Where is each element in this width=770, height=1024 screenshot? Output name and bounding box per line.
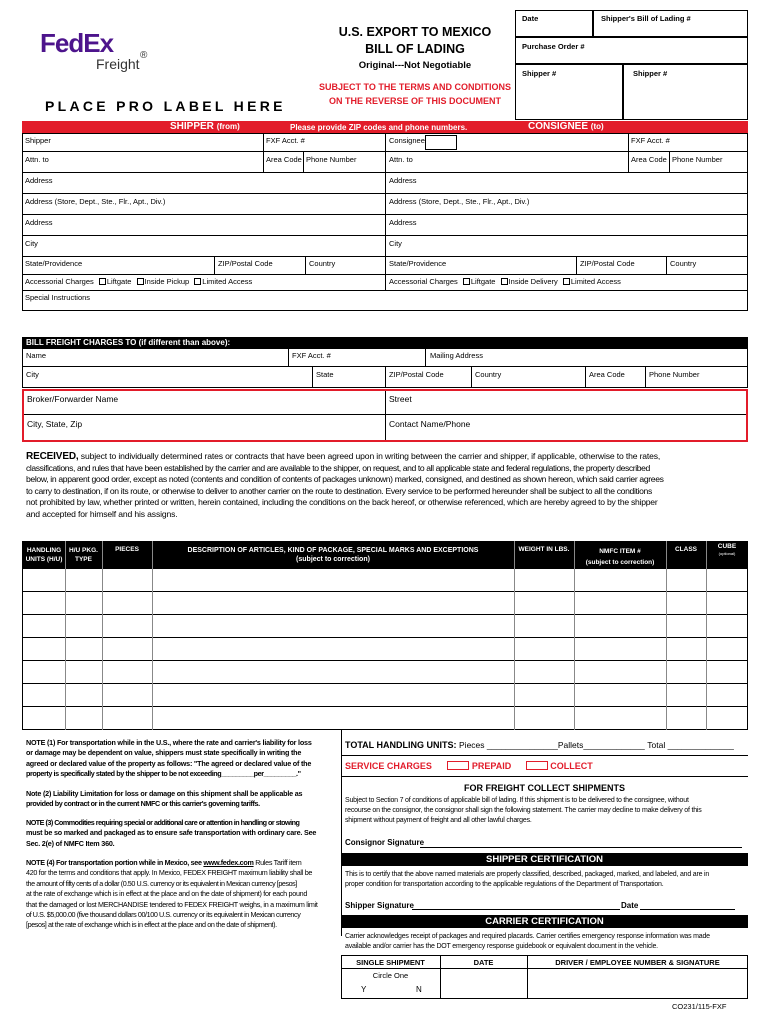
bill-freight-header: BILL FREIGHT CHARGES TO (if different than above): — [22, 337, 748, 348]
row-line-8 — [22, 290, 748, 291]
consignor-signature-label: Consignor Signature — [345, 838, 425, 847]
note-4-line-5: that the damaged or lost MERCHANDISE tendered to FEDEX FREIGHT weighs, in a maximum limit — [26, 899, 318, 909]
articles-row-line-4 — [22, 660, 748, 661]
total-handling-row — [345, 740, 734, 750]
articles-row-line-2 — [22, 614, 748, 615]
shipper-liftgate-label: Liftgate — [106, 277, 132, 286]
bill-state-divider — [312, 366, 313, 388]
received-line-6: and accepted for himself and his assigns. — [26, 508, 178, 519]
consignee-label: Consignee — [389, 136, 425, 145]
bill-name-label: Name — [26, 351, 47, 360]
consignee-country-label: Country — [670, 259, 697, 268]
col-handling-line-1: HANDLING — [26, 547, 62, 554]
received-text-1: subject to individually determined rates or contracts that have been agreed upon in writing between the carrier and shipper, if applicable, otherwise to the rates, — [78, 451, 661, 461]
purchase-order-label: Purchase Order # — [522, 42, 585, 51]
right-column-divider — [341, 730, 342, 936]
bill-fxf-divider — [288, 348, 289, 366]
broker-contact-label: Contact Name/Phone — [389, 419, 471, 429]
articles-row-line-3 — [22, 637, 748, 638]
shipper-zip-divider — [214, 256, 215, 274]
received-lead: RECEIVED, — [26, 451, 79, 462]
collect-label: COLLECT — [550, 761, 593, 771]
shipper-accessorial-label: Accessorial Charges — [25, 277, 94, 286]
articles-col-line-2 — [102, 541, 103, 730]
articles-row-line-1 — [22, 591, 748, 592]
articles-col-line-6 — [666, 541, 667, 730]
shipper-date-label: Date — [621, 901, 639, 910]
carrier-certification-header: CARRIER CERTIFICATION — [341, 915, 748, 928]
single-shipment-yes[interactable]: Y — [361, 985, 367, 994]
shipper-area-label: Area Code — [266, 155, 302, 164]
shipper-number-label-1: Shipper # — [522, 69, 557, 78]
consignee-state-label: State/Providence — [389, 259, 447, 268]
shipper-bol-label: Shipper's Bill of Lading # — [601, 14, 691, 23]
articles-row-line-5 — [22, 683, 748, 684]
shipper-address-label: Address — [25, 176, 53, 185]
shipper-address2-label: Address (Store, Dept., Ste., Flr., Apt., Div.) — [25, 197, 166, 206]
broker-street-label: Street — [389, 394, 412, 404]
note-4-line-6: of U.S. $5,000.00 (five thousand dollars 00/100 U.S. currency or its equivalent in Mexican currency — [26, 910, 301, 920]
title-line-2: BILL OF LADING — [365, 42, 465, 56]
col-description-line-2: (subject to correction) — [296, 556, 370, 563]
bill-state-label: State — [316, 370, 334, 379]
col-hu-line-2: TYPE — [75, 556, 92, 563]
carrier-cert-line-2: available and/or carrier has the DOT emergency response guidebook or equivalent document in the vehicle. — [345, 943, 658, 950]
bill-fxf-label: FXF Acct. # — [292, 351, 331, 360]
consignee-zip-divider — [576, 256, 577, 274]
note-1-line-1: NOTE (1) For transportation while in the U.S., where the rate and carrier's liability for loss — [26, 738, 312, 747]
consignee-inside-delivery-checkbox[interactable] — [501, 278, 508, 285]
shipper-accessorial-row — [25, 277, 252, 286]
total-handling-line — [341, 755, 748, 756]
col-cube-header — [706, 543, 748, 557]
consignee-small-box[interactable] — [425, 135, 457, 150]
consignee-area-label: Area Code — [631, 155, 667, 164]
zip-note: Please provide ZIP codes and phone numbers. — [290, 123, 468, 132]
shipper-certification-text — [345, 870, 749, 890]
date-label: Date — [522, 14, 539, 23]
note-2 — [26, 789, 338, 810]
received-line-3: below, in apparent good order, except as noted (contents and condition of contents of packages unknown) marked, consigned, and destined as shown hereon, which said carrier agrees — [26, 474, 664, 485]
consignee-country-divider — [666, 256, 667, 274]
center-divider — [385, 133, 386, 290]
bill-area-divider — [585, 366, 586, 388]
note-1-line-4: property is specifically stated by the shipper to be not exceeding_________per_________." — [26, 769, 301, 779]
fedex-logo-text: FedEx — [40, 28, 114, 58]
shipper-limited-access-checkbox[interactable] — [194, 278, 201, 285]
pro-label-placeholder: PLACE PRO LABEL HERE — [45, 98, 286, 114]
shipper-city-label: City — [25, 239, 38, 248]
shipper-address3-label: Address — [25, 218, 53, 227]
driver-signature-header: DRIVER / EMPLOYEE NUMBER & SIGNATURE — [555, 958, 720, 967]
freight-collect-line-3: shipment without payment of freight and all other lawful charges. — [345, 817, 532, 824]
row-line-2 — [22, 172, 748, 173]
col-nmfc-line-1: NMFC ITEM # — [599, 548, 641, 555]
total-pallets[interactable]: Pallets_____________ — [557, 740, 645, 750]
row-line-4 — [22, 214, 748, 215]
col-cube-line-1: CUBE — [717, 543, 737, 550]
consignee-zip-label: ZIP/Postal Code — [580, 259, 635, 268]
consignee-liftgate-checkbox[interactable] — [463, 278, 470, 285]
bill-area-label: Area Code — [589, 370, 625, 379]
note-3-line-3: Sec. 2(e) of NMFC Item 360. — [26, 838, 115, 848]
carrier-date-header: DATE — [473, 958, 494, 967]
broker-center-divider — [385, 391, 386, 440]
bill-country-label: Country — [475, 370, 502, 379]
subject-line-2: ON THE REVERSE OF THIS DOCUMENT — [328, 96, 501, 106]
consignee-bar-label — [528, 121, 604, 133]
bill-city-label: City — [26, 370, 39, 379]
shipper-liftgate-checkbox[interactable] — [99, 278, 106, 285]
note-4-line-1 — [26, 858, 340, 868]
bill-phone-label: Phone Number — [649, 370, 700, 379]
registered-mark: ® — [140, 50, 148, 61]
consignee-limited-access-checkbox[interactable] — [563, 278, 570, 285]
shipper-fxf-label: FXF Acct. # — [266, 136, 305, 145]
shipper-attn-label: Attn. to — [25, 155, 49, 164]
note-2-line-2: provided by contract or in the current NMFC or this carrier's governing tariffs. — [26, 799, 260, 809]
fedex-freight-logo — [40, 28, 155, 78]
consignee-address2-label: Address (Store, Dept., Ste., Flr., Apt., Div.) — [389, 197, 530, 206]
note-3-line-2: must be so marked and packaged as to ensure safe transportation with ordinary care. See — [26, 828, 317, 838]
single-shipment-no[interactable]: N — [416, 985, 422, 994]
collect-checkbox[interactable] — [526, 761, 548, 770]
note-4-lead: NOTE (4) For transportation portion while in Mexico, see — [26, 858, 202, 867]
freight-logo-text: Freight — [96, 56, 140, 72]
received-line-1 — [26, 451, 750, 463]
col-handling-header — [23, 546, 65, 564]
title-line-1: U.S. EXPORT TO MEXICO — [338, 25, 492, 39]
title-line-3: Original---Not Negotiable — [358, 60, 472, 71]
consignor-signature-line[interactable] — [420, 847, 742, 848]
fedex-link[interactable]: www.fedex.com — [203, 858, 254, 867]
bill-country-divider — [471, 366, 472, 388]
shipper-bar-label — [170, 121, 240, 133]
total-handling-label: TOTAL HANDLING UNITS: — [345, 740, 457, 750]
service-charges-label: SERVICE CHARGES — [345, 761, 432, 771]
shipper-country-divider — [305, 256, 306, 274]
consignee-phone-label: Phone Number — [672, 155, 723, 164]
col-description-header — [152, 546, 514, 564]
service-charges-line — [341, 776, 748, 777]
col-weight-header: WEIGHT IN LBS. — [518, 546, 570, 553]
shipper-fxf-divider — [263, 133, 264, 172]
col-cube-line-2: (optional) — [718, 551, 736, 556]
consignee-fxf-divider — [628, 133, 629, 172]
note-4-line-4: at the rate of exchange which is in effect at the place and on the date of shipment) for each pound — [26, 889, 308, 899]
carrier-cert-line-1: Carrier acknowledges receipt of packages and required placards. Carrier certifies emergency response information was made — [345, 933, 710, 940]
consignee-bar-to: (to) — [590, 122, 604, 131]
consignee-address-label: Address — [389, 176, 417, 185]
broker-name-label: Broker/Forwarder Name — [27, 394, 119, 404]
shipper-country-label: Country — [309, 259, 336, 268]
special-instructions-label: Special Instructions — [25, 293, 91, 302]
consignee-bar-title: CONSIGNEE — [528, 121, 589, 132]
articles-col-line-1 — [65, 541, 66, 730]
row-line-1 — [22, 151, 748, 152]
shipper-limited-access-label: Limited Access — [202, 277, 253, 286]
row-line-7 — [22, 274, 748, 275]
note-1-line-3: agreed or declared value of the property as follows: "The agreed or declared value of the — [26, 758, 312, 768]
received-paragraph — [26, 451, 750, 521]
col-nmfc-header — [574, 546, 666, 567]
articles-row-line-6 — [22, 706, 748, 707]
prepaid-label: PREPAID — [471, 761, 512, 771]
shipper-inside-pickup-label: Inside Pickup — [144, 277, 190, 286]
consignee-address3-label: Address — [389, 218, 417, 227]
shipper-inside-pickup-checkbox[interactable] — [137, 278, 144, 285]
col-handling-line-2: UNITS (H/U) — [25, 556, 63, 563]
note-4-line-3: the amount of fifty cents of a dollar (0.50 U.S. currency or its equivalent in Mexican currency [pesos] — [26, 878, 297, 888]
carrier-table-header-line — [341, 968, 748, 969]
shipper-phone-label: Phone Number — [306, 155, 357, 164]
articles-col-line-3 — [152, 541, 153, 730]
consignee-inside-delivery-label: Inside Delivery — [508, 277, 558, 286]
shipper-signature-label: Shipper Signature — [345, 901, 414, 910]
bill-zip-label: ZIP/Postal Code — [389, 370, 444, 379]
carrier-certification-text — [345, 932, 749, 952]
note-2-line-1: Note (2) Liability Limitation for loss or damage on this shipment shall be applicable as — [26, 789, 303, 798]
row-line-3 — [22, 193, 748, 194]
single-shipment-header: SINGLE SHIPMENT — [356, 958, 425, 967]
shipper-number-label-2: Shipper # — [633, 69, 668, 78]
shipper-signature-line[interactable] — [412, 909, 620, 910]
consignee-fxf-label: FXF Acct. # — [631, 136, 670, 145]
shipper-bar-from: (from) — [216, 122, 240, 131]
service-charges-row — [345, 761, 593, 771]
bill-zip-divider — [385, 366, 386, 388]
received-line-2: classifications, and rules that have been established by the carrier and are available to the shipper, on request, and to all applicable state and federal regulations, the property described — [26, 462, 650, 473]
note-1 — [26, 738, 338, 780]
form-number: CO231/115-FXF — [672, 1002, 727, 1011]
shipper-certification-header: SHIPPER CERTIFICATION — [341, 853, 748, 866]
shipper-label: Shipper — [25, 136, 51, 145]
col-hu-header — [65, 546, 102, 564]
col-description-line-1: DESCRIPTION OF ARTICLES, KIND OF PACKAGE, SPECIAL MARKS AND EXCEPTIONS — [187, 547, 479, 554]
note-4-lead-tail: Rules Tariff item — [253, 858, 302, 867]
col-class-header: CLASS — [674, 546, 698, 553]
freight-collect-line-1: Subject to Section 7 of conditions of applicable bill of lading. If this shipment is to be delivered to the consignee, without — [345, 797, 689, 804]
total-pieces[interactable]: Pieces _______________ — [459, 740, 558, 750]
shipper-bar-title: SHIPPER — [170, 121, 214, 132]
bill-mailing-label: Mailing Address — [430, 351, 483, 360]
articles-col-line-5 — [574, 541, 575, 730]
prepaid-checkbox[interactable] — [447, 761, 469, 770]
shipper-cert-line-1: This is to certify that the above named materials are properly classified, described, packaged, marked, and labeled, and are in — [345, 871, 710, 878]
row-line-5 — [22, 235, 748, 236]
total-total[interactable]: Total ______________ — [647, 740, 734, 750]
received-line-4: to carry to destination, if on its route, or otherwise to deliver to another carrier on the route to destination. Every service to be performed hereunder shall be subject to all the conditions — [26, 485, 652, 496]
subject-line-1: SUBJECT TO THE TERMS AND CONDITIONS — [318, 82, 511, 92]
shipper-area-divider — [303, 151, 304, 172]
articles-col-line-4 — [514, 541, 515, 730]
freight-collect-title: FOR FREIGHT COLLECT SHIPMENTS — [464, 783, 625, 793]
received-line-5: not prohibited by law, whether printed or written, herein contained, including the conditions on the back hereof, or otherwise referenced, which are hereby agreed to by the shipper — [26, 497, 658, 508]
consignee-attn-label: Attn. to — [389, 155, 413, 164]
consignee-liftgate-label: Liftgate — [470, 277, 496, 286]
shipper-zip-label: ZIP/Postal Code — [218, 259, 273, 268]
shipper-state-label: State/Providence — [25, 259, 83, 268]
consignee-limited-access-label: Limited Access — [570, 277, 621, 286]
freight-collect-line-2: recourse on the consignor, the consignor shall sign the following statement. The carrier may decline to make delivery of this — [345, 807, 702, 814]
note-4 — [26, 858, 340, 931]
col-hu-line-1: H/U PKG. — [69, 547, 98, 554]
bill-phone-divider — [645, 366, 646, 388]
col-pieces-header: PIECES — [115, 546, 139, 553]
col-nmfc-line-2: (subject to correction) — [585, 559, 655, 566]
consignee-accessorial-label: Accessorial Charges — [389, 277, 458, 286]
shipper-cert-line-2: proper condition for transportation according to the applicable regulations of the Department of Transportation. — [345, 881, 664, 888]
consignee-area-divider — [669, 151, 670, 172]
shipper-date-line[interactable] — [640, 909, 735, 910]
freight-collect-text — [345, 796, 749, 826]
articles-col-line-7 — [706, 541, 707, 730]
consignee-city-label: City — [389, 239, 402, 248]
broker-city-label: City, State, Zip — [27, 419, 83, 429]
note-4-line-7: [pesos] at the rate of exchange which is in effect at the place and on the date of shipment). — [26, 920, 277, 930]
note-3 — [26, 818, 338, 849]
consignee-accessorial-row — [389, 277, 621, 286]
note-3-line-1: NOTE (3) Commodities requiring special or additional care or attention in handling or stowing — [26, 818, 300, 827]
bill-mailing-divider — [425, 348, 426, 366]
row-line-6 — [22, 256, 748, 257]
note-4-line-2: 420 for the terms and conditions that apply. In Mexico, FEDEX FREIGHT maximum liability shall be — [26, 868, 313, 878]
circle-one-label: Circle One — [372, 971, 409, 980]
note-1-line-2: or damage may be dependent on value, shippers must state specifically in writing the — [26, 748, 302, 758]
